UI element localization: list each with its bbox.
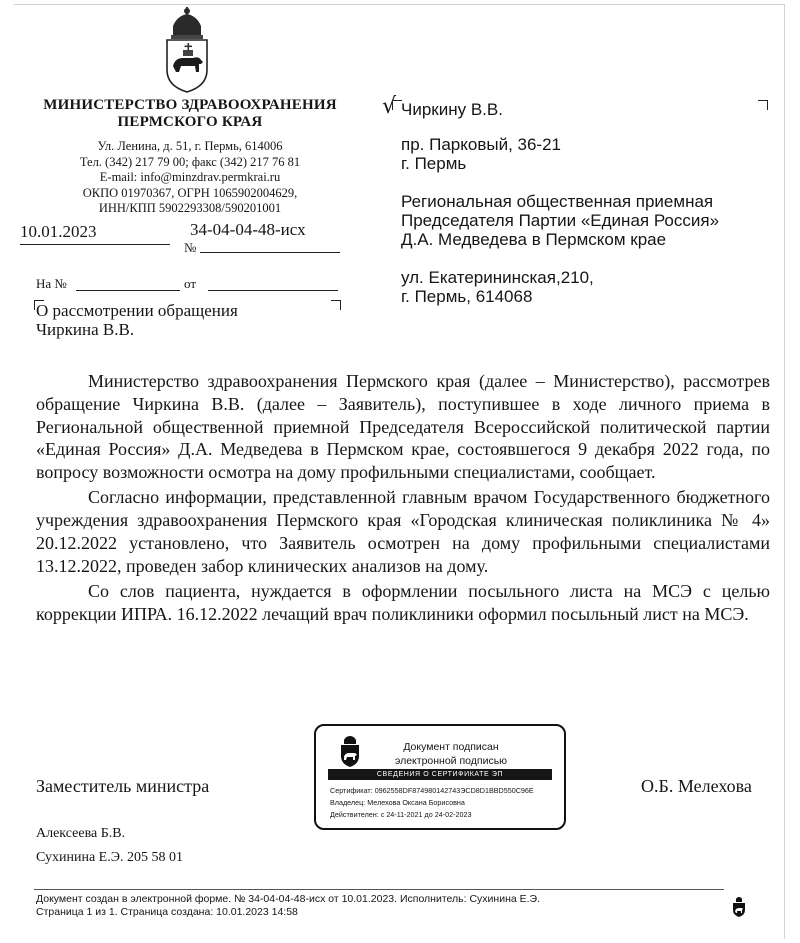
signature-title-line2: электронной подписью bbox=[394, 755, 508, 767]
subject-corner-right bbox=[331, 300, 341, 310]
recipient-org-address bbox=[401, 268, 719, 306]
ministry-email: E-mail: info@minzdrav.permkrai.ru bbox=[99, 170, 281, 184]
reply-to-number-label: На № bbox=[36, 276, 67, 291]
letter-body bbox=[36, 370, 770, 628]
reply-to-date-label: от bbox=[184, 276, 197, 291]
recipient-org-address-line1: ул. Екатерининская,210, bbox=[401, 268, 594, 287]
signature-certificate: Сертификат: 0962558DF874980142743ЭCD8D1BBD550C96E bbox=[330, 786, 534, 795]
scan-frame-top bbox=[14, 4, 784, 5]
executors bbox=[36, 822, 183, 870]
reply-to-number-line bbox=[76, 290, 180, 291]
body-paragraph-2: Согласно информации, представленной главным врачом Государственного бюджетного учреждения здравоохранения Пермского края «Городская клиническая поликлиника № 4» 20.12.2022 установлено, что Заявитель осмотрен на дому профильными специалистами 13.12.2022, проведен забор клинических анализов на дому. bbox=[36, 487, 770, 576]
signature-validity: Действителен: с 24-11-2021 до 24-02-2023 bbox=[330, 810, 472, 819]
subject-line2: Чиркина В.В. bbox=[36, 320, 135, 339]
body-paragraph-1: Министерство здравоохранения Пермского края (далее – Министерство), рассмотрев обращение Чиркина В.В. (далее – Заявитель), поступившее в ходе личного приема в Региональной общественной приемной Председателя Всероссийской политической партии «Единая Россия» Д.А. Медведева в Пермском крае, состоявшегося 9 декабря 2022 года, по вопросу возможности осмотра на дому профильными специалистами, сообщает. bbox=[36, 371, 770, 483]
signature-certificate-band: СВЕДЕНИЯ О СЕРТИФИКАТЕ ЭП bbox=[328, 769, 552, 780]
subject-line1: О рассмотрении обращения bbox=[36, 301, 238, 320]
body-paragraph-3: Со слов пациента, нуждается в оформлении посыльного листа на МСЭ с целью коррекции ИПРА. 16.12.2022 лечащий врач поликлиники оформил посыльный лист на МСЭ. bbox=[36, 580, 770, 624]
executor-line2: Сухинина Е.Э. 205 58 01 bbox=[36, 850, 183, 865]
document-footer bbox=[36, 893, 540, 918]
ministry-name bbox=[18, 97, 362, 131]
recipient-org-line3: Д.А. Медведева в Пермском крае bbox=[401, 230, 667, 249]
check-mark: √ bbox=[382, 94, 397, 119]
ministry-name-line1: МИНИСТЕРСТВО ЗДРАВООХРАНЕНИЯ bbox=[43, 97, 337, 113]
recipient-address-line1: пр. Парковый, 36-21 bbox=[401, 135, 561, 154]
recipient-organization bbox=[401, 192, 719, 249]
reply-to-date-line bbox=[208, 290, 338, 291]
footer-emblem-icon bbox=[732, 896, 746, 918]
footer-line1: Документ создан в электронной форме. № 34-04-04-48-исх от 10.01.2023. Исполнитель: Сухинина Е.Э. bbox=[36, 893, 541, 905]
electronic-signature-stamp bbox=[314, 724, 566, 830]
registration-date: 10.01.2023 bbox=[20, 222, 97, 241]
letter-subject bbox=[36, 301, 238, 339]
ministry-inn: ИНН/КПП 5902293308/590201001 bbox=[98, 201, 282, 215]
ministry-phone: Тел. (342) 217 79 00; факс (342) 217 76 81 bbox=[79, 154, 301, 169]
executor-line1: Алексеева Б.В. bbox=[36, 826, 126, 841]
registration-number-line bbox=[200, 252, 340, 253]
recipient-corner-right bbox=[758, 100, 768, 110]
footer-divider bbox=[34, 889, 724, 890]
recipient-address-line2: г. Пермь bbox=[401, 154, 467, 173]
signature-owner: Владелец: Мелехова Оксана Борисовна bbox=[330, 798, 465, 807]
ministry-contacts bbox=[18, 139, 362, 217]
recipient-address bbox=[401, 135, 719, 173]
recipient-name: Чиркину В.В. bbox=[401, 100, 503, 119]
footer-line2: Страница 1 из 1. Страница создана: 10.01.2023 14:58 bbox=[36, 905, 298, 918]
signer-name: О.Б. Мелехова bbox=[641, 776, 752, 796]
recipient-org-address-line2: г. Пермь, 614068 bbox=[401, 287, 533, 306]
ministry-codes: ОКПО 01970367, ОГРН 1065902004629, bbox=[82, 185, 298, 200]
registration-date-line bbox=[20, 244, 170, 245]
registration-number: 34-04-04-48-исх bbox=[190, 220, 306, 239]
signature-title-line1: Документ подписан bbox=[403, 741, 499, 753]
perm-krai-coat-of-arms-icon bbox=[159, 6, 215, 94]
ministry-name-line2: ПЕРМСКОГО КРАЯ bbox=[117, 114, 263, 130]
signature-title bbox=[356, 740, 546, 768]
recipient-org-line1: Региональная общественная приемная bbox=[401, 192, 714, 211]
recipient-org-line2: Председателя Партии «Единая Россия» bbox=[401, 211, 720, 230]
signer-position: Заместитель министра bbox=[36, 776, 210, 796]
recipient-block bbox=[401, 100, 719, 306]
registration-number-mark: № bbox=[184, 240, 197, 255]
scan-frame-right bbox=[784, 4, 785, 939]
ministry-address: Ул. Ленина, д. 51, г. Пермь, 614006 bbox=[97, 139, 283, 153]
